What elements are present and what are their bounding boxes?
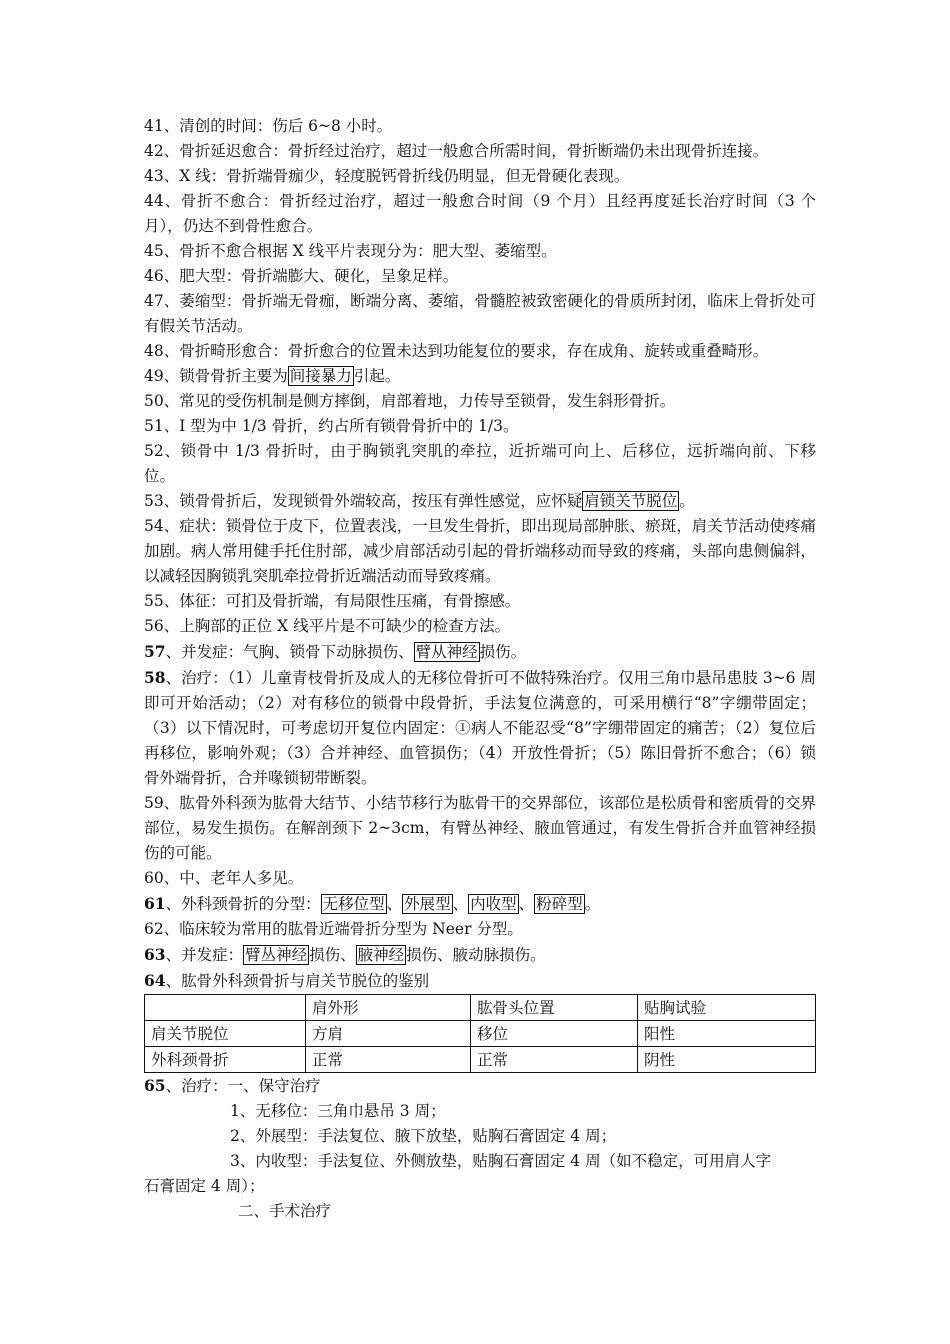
table-cell: 阴性 [638,1047,816,1073]
treatment-sub-1: 1、无移位：三角巾悬吊 3 周； [230,1102,446,1120]
item-text: 损伤、 [309,946,356,964]
item-text: 、肱骨外科颈骨折与肩关节脱位的鉴别 [165,972,430,990]
item-text: 、I 型为中 1/3 骨折，约占所有锁骨骨折中的 1/3。 [163,417,519,435]
item-text: 、治疗：一、保守治疗 [165,1077,321,1095]
item-text: 、体征：可扪及骨折端，有局限性压痛，有骨擦感。 [163,592,521,610]
item-number: 57 [144,642,166,661]
item-text: 、症状：锁骨位于皮下，位置表浅，一旦发生骨折，即出现局部肿胀、瘀斑，肩关节活动使疼痛加剧。病人常用健手托住肘部，减少肩部活动引起的骨折端移动而导致的疼痛，头部向患侧偏斜，以减轻因胸锁乳突肌牵拉骨折近端活动而导致疼痛。 [144,517,816,585]
table-cell: 移位 [471,1021,638,1047]
item-text: 、骨折不愈合根据 X 线平片表现分为：肥大型、萎缩型。 [163,242,557,260]
item-48 [144,339,816,364]
table-header-row [145,995,816,1021]
item-text: 、上胸部的正位 X 线平片是不可缺少的检查方法。 [163,617,511,635]
treatment-sub-3: 3、内收型：手法复位、外侧放垫，贴胸石膏固定 4 周（如不稳定，可用肩人字 [230,1152,772,1170]
item-43 [144,164,816,189]
item-60 [144,866,816,891]
item-42 [144,139,816,164]
boxed-term: 臂丛神经 [245,946,308,964]
item-number: 50 [144,392,164,410]
item-number: 61 [144,894,166,913]
table-cell: 外科颈骨折 [145,1047,306,1073]
item-text: 、常见的受伤机制是侧方摔倒，肩部着地，力传导至锁骨，发生斜形骨折。 [163,392,676,410]
table-header-cell: 肱骨头位置 [471,995,638,1021]
item-number: 44 [144,192,164,210]
item-number: 54 [144,517,164,535]
separator: 、 [452,895,469,913]
item-text: 、肥大型：骨折端膨大、硬化，呈象足样。 [163,267,459,285]
item-number: 47 [144,292,164,310]
separator: 、 [386,895,403,913]
item-text-end: 损伤、腋动脉损伤。 [406,946,546,964]
item-text: 、临床较为常用的肱骨近端骨折分型为 Neer 分型。 [163,920,523,938]
item-63 [144,942,816,968]
boxed-term: 肩锁关节脱位 [584,492,678,510]
item-number: 45 [144,242,164,260]
item-number: 65 [144,1076,166,1095]
item-65 [144,1073,816,1099]
item-41 [144,114,816,139]
item-46 [144,264,816,289]
item-50 [144,389,816,414]
item-number: 58 [144,668,166,687]
item-44 [144,189,816,239]
item-number: 56 [144,617,164,635]
item-62 [144,917,816,942]
item-number: 41 [144,117,164,135]
table-header-cell [145,995,306,1021]
item-text: 、骨折畸形愈合：骨折愈合的位置未达到功能复位的要求，存在成角、旋转或重叠畸形。 [163,342,769,360]
item-text: 、锁骨骨折主要为 [163,367,288,385]
boxed-term: 外展型 [404,895,451,913]
item-number: 63 [144,945,166,964]
item-text: 、清创的时间：伤后 6~8 小时。 [163,117,393,135]
item-57 [144,639,816,665]
item-number: 51 [144,417,164,435]
boxed-term: 臂从神经 [415,643,478,661]
item-56 [144,614,816,639]
item-58 [144,665,816,791]
item-text-end: 损伤。 [479,643,527,661]
boxed-term: 间接暴力 [289,367,352,385]
boxed-term: 粉碎型 [536,895,583,913]
item-number: 52 [144,442,164,460]
item-text: 、中、老年人多见。 [163,869,304,887]
item-number: 46 [144,267,164,285]
item-54 [144,514,816,589]
item-text: 、并发症：气胸、锁骨下动脉损伤、 [165,643,414,661]
item-text: 、外科颈骨折的分型： [165,895,321,913]
item-number: 59 [144,794,164,812]
item-53 [144,489,816,514]
item-number: 64 [144,971,166,990]
table-cell: 方肩 [306,1021,471,1047]
document-page [144,114,816,1224]
boxed-term: 内收型 [470,895,517,913]
item-number: 49 [144,367,164,385]
item-59 [144,791,816,866]
item-text: 、锁骨中 1/3 骨折时，由于胸锁乳突肌的牵拉，近折端可向上、后移位，远折端向前、下移位。 [144,442,816,485]
separator: 、 [518,895,535,913]
table-header-cell: 肩外形 [306,995,471,1021]
item-number: 60 [144,869,164,887]
item-text: 、骨折延迟愈合：骨折经过治疗，超过一般愈合所需时间，骨折断端仍未出现骨折连接。 [163,142,769,160]
item-text-end: 。 [679,492,695,510]
numbered-list [144,114,816,665]
item-text: 、锁骨骨折后，发现锁骨外端较高，按压有弹性感觉，应怀疑 [163,492,583,510]
item-text: 、萎缩型：骨折端无骨痂，断端分离、萎缩，骨髓腔被致密硬化的骨质所封闭，临床上骨折处可有假关节活动。 [144,292,816,335]
item-text: 、治疗：（1）儿童青枝骨折及成人的无移位骨折可不做特殊治疗。仅用三角巾悬吊患肢 3~6 周即可开始活动；（2）对有移位的锁骨中段骨折，手法复位满意的，可采用横行“8”字绷带固定；（3）以下情况时，可考虑切开复位内固定：①病人不能忍受“8”字绷带固定的痛苦；（2）复位后再移位，影响外观；（3）合并神经、血管损伤；（4）开放性骨折；（5）陈旧骨折不愈合；（6）锁骨外端骨折，合并喙锁韧带断裂。 [144,669,816,787]
table-cell: 肩关节脱位 [145,1021,306,1047]
item-number: 55 [144,592,164,610]
item-text: 、X 线：骨折端骨痂少，轻度脱钙骨折线仍明显，但无骨硬化表现。 [163,167,630,185]
table-cell: 正常 [306,1047,471,1073]
item-52 [144,439,816,489]
item-45 [144,239,816,264]
item-51 [144,414,816,439]
item-61 [144,891,816,917]
item-text-end: 引起。 [353,367,401,385]
item-text: 、肱骨外科颈为肱骨大结节、小结节移行为肱骨干的交界部位，该部位是松质骨和密质骨的交界部位，易发生损伤。在解剖颈下 2~3cm，有臂丛神经、腋血管通过，有发生骨折合并血管神经损伤的可能。 [144,794,816,862]
item-47 [144,289,816,339]
item-64 [144,968,816,994]
table-row [145,1021,816,1047]
boxed-term: 无移位型 [322,895,385,913]
treatment-sub-2: 2、外展型：手法复位、腋下放垫，贴胸石膏固定 4 周； [230,1127,617,1145]
item-text: 、并发症： [165,946,244,964]
item-number: 53 [144,492,164,510]
item-number: 62 [144,920,164,938]
table-cell: 阳性 [638,1021,816,1047]
item-number: 42 [144,142,164,160]
item-number: 43 [144,167,164,185]
table-row [145,1047,816,1073]
treatment-surgery: 二、手术治疗 [238,1202,332,1220]
item-text-end: 。 [584,895,601,913]
item-49 [144,364,816,389]
treatment-sub-3-cont: 石膏固定 4 周）； [144,1177,265,1195]
table-cell: 正常 [471,1047,638,1073]
item-text: 、骨折不愈合：骨折经过治疗，超过一般愈合时间（9 个月）且经再度延长治疗时间（3 个月），仍达不到骨性愈合。 [144,192,816,235]
item-number: 48 [144,342,164,360]
table-header-cell: 贴胸试验 [638,995,816,1021]
boxed-term: 腋神经 [357,946,405,964]
item-55 [144,589,816,614]
comparison-table [144,994,816,1073]
